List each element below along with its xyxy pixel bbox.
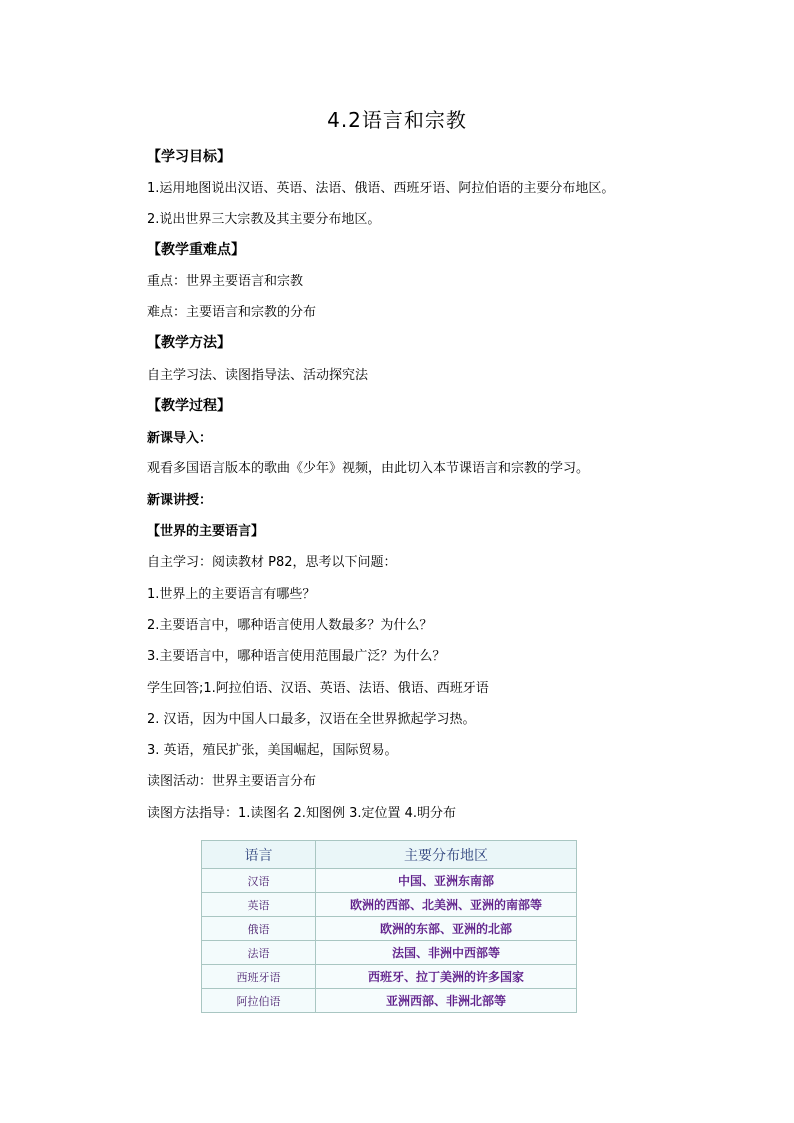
self-study-text: 自主学习：阅读教材 P82，思考以下问题：	[147, 555, 397, 570]
objective-item: 2.说出世界三大宗教及其主要分布地区。	[147, 212, 381, 227]
cell-region: 西班牙、拉丁美洲的许多国家	[316, 965, 577, 989]
table-row	[202, 917, 577, 941]
page-title: 4.2语言和宗教	[327, 108, 467, 132]
table-header-region: 主要分布地区	[316, 841, 577, 869]
cell-language: 阿拉伯语	[202, 989, 316, 1013]
keypoint-important: 重点：世界主要语言和宗教	[147, 274, 304, 289]
answer-item: 3. 英语，殖民扩张，美国崛起，国际贸易。	[147, 743, 398, 758]
intro-text: 观看多国语言版本的歌曲《少年》视频，由此切入本节课语言和宗教的学习。	[147, 461, 590, 476]
section-heading-process: 【教学过程】	[147, 398, 231, 414]
cell-language: 俄语	[202, 917, 316, 941]
section-heading-methods: 【教学方法】	[147, 335, 231, 351]
answer-item: 2. 汉语，因为中国人口最多，汉语在全世界掀起学习热。	[147, 712, 476, 727]
cell-language: 西班牙语	[202, 965, 316, 989]
language-distribution-table	[201, 840, 577, 1013]
keypoint-difficult: 难点：主要语言和宗教的分布	[147, 305, 317, 320]
cell-language: 英语	[202, 893, 316, 917]
cell-language: 汉语	[202, 869, 316, 893]
table-header-language: 语言	[202, 841, 316, 869]
question-item: 1.世界上的主要语言有哪些？	[147, 587, 316, 602]
cell-region: 中国、亚洲东南部	[316, 869, 577, 893]
table-row	[202, 941, 577, 965]
intro-label: 新课导入：	[147, 431, 213, 446]
cell-region: 法国、非洲中西部等	[316, 941, 577, 965]
objective-item: 1.运用地图说出汉语、英语、法语、俄语、西班牙语、阿拉伯语的主要分布地区。	[147, 181, 615, 196]
cell-region: 欧洲的西部、北美洲、亚洲的南部等	[316, 893, 577, 917]
subsection-heading: 【世界的主要语言】	[147, 524, 265, 539]
methods-text: 自主学习法、读图指导法、活动探究法	[147, 368, 369, 383]
map-method-text: 读图方法指导：1.读图名 2.知图例 3.定位置 4.明分布	[147, 806, 457, 821]
activity-text: 读图活动：世界主要语言分布	[147, 774, 317, 789]
cell-language: 法语	[202, 941, 316, 965]
table-row	[202, 869, 577, 893]
table-header-row	[202, 841, 577, 869]
lecture-label: 新课讲授：	[147, 493, 213, 508]
table-row	[202, 989, 577, 1013]
section-heading-objectives: 【学习目标】	[147, 149, 231, 165]
cell-region: 亚洲西部、非洲北部等	[316, 989, 577, 1013]
question-item: 3.主要语言中，哪种语言使用范围最广泛？为什么？	[147, 649, 446, 664]
section-heading-keypoints: 【教学重难点】	[147, 242, 245, 258]
question-item: 2.主要语言中，哪种语言使用人数最多？为什么？	[147, 618, 433, 633]
answer-item: 学生回答;1.阿拉伯语、汉语、英语、法语、俄语、西班牙语	[147, 681, 489, 696]
table-row	[202, 893, 577, 917]
table-row	[202, 965, 577, 989]
cell-region: 欧洲的东部、亚洲的北部	[316, 917, 577, 941]
